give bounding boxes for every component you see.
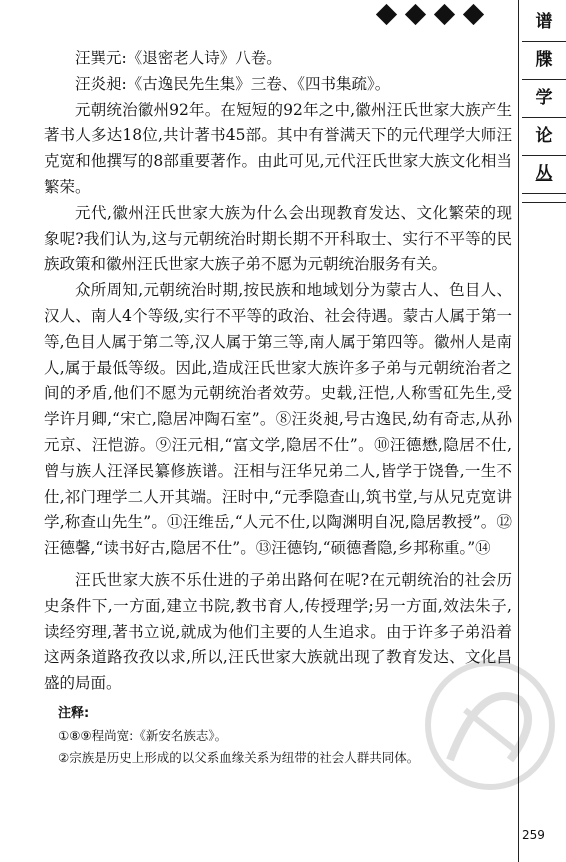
page-number: 259: [522, 828, 545, 842]
series-divider: [522, 194, 566, 203]
series-char: 学: [522, 80, 566, 118]
notes-heading: 注释:: [58, 705, 90, 721]
footnote: ②宗族是历史上形成的以父系血缘关系为纽带的社会人群共同体。: [58, 749, 420, 765]
series-char: 论: [522, 118, 566, 156]
series-title: [522, 0, 566, 203]
diamond-icon: [376, 4, 397, 25]
diamond-icon: [463, 4, 484, 25]
footnote: ①⑧⑨程尚宽:《新安名族志》。: [58, 727, 228, 743]
diamond-icon: [434, 4, 455, 25]
series-char: 牒: [522, 42, 566, 80]
body-paragraph: 元朝统治徽州92年。在短短的92年之中,徽州汪氏世家大族产生著书人多达18位,共计著书45部。其中有誉满天下的元代理学大师汪克宽和他撰写的8部重要著作。由此可见,元代汪氏世家大族文化相当繁荣。: [44, 100, 512, 196]
series-char: 谱: [522, 0, 566, 42]
bibliography-item: 汪巽元:《退密老人诗》八卷。: [75, 49, 282, 67]
body-paragraph: 汪氏世家大族不乐仕进的子弟出路何在呢?在元朝统治的社会历史条件下,一方面,建立书院,教书育人,传授理学;另一方面,效法朱子,读经穷理,著书立说,就成为他们主要的人生追求。由于许多子弟沿着这两条道路孜孜以求,所以,汪氏世家大族就出现了教育发达、文化昌盛的局面。: [44, 570, 512, 693]
body-paragraph: 众所周知,元朝统治时期,按民族和地域划分为蒙古人、色目人、汉人、南人4个等级,实行不平等的政治、社会待遇。蒙古人属于第一等,色目人属于第二等,汉人属于第三等,南人属于第四等。徽州人是南人,属于最低等级。因此,造成汪氏世家大族许多子弟与元朝统治者之间的矛盾,他们不愿为元朝统治者效劳。史载,汪恺,人称雪矼先生,受学许月卿,“宋亡,隐居冲陶石室”。⑧汪炎昶,号古逸民,幼有奇志,从孙元京、汪恺游。⑨汪元相,“富文学,隐居不仕”。⑩汪德懋,隐居不仕,曾与族人汪泽民纂修族谱。汪相与汪华兄弟二人,皆学于饶鲁,一生不仕,祁门理学二人开其端。汪时中,“元季隐查山,筑书堂,与从兄克宽讲学,称查山先生”。⑪汪维岳,“人元不仕,以陶渊明自况,隐居教授”。⑫汪德馨,“读书好古,隐居不仕”。⑬汪德钧,“硕德耆隐,乡邦称重。”⑭: [44, 281, 512, 558]
margin-rule: [518, 0, 519, 862]
body-paragraph: 元代,徽州汪氏世家大族为什么会出现教育发达、文化繁荣的现象呢?我们认为,这与元朝统治时期长期不开科取士、实行不平等的民族政策和徽州汪氏世家大族子弟不愿为元朝统治服务有关。: [44, 203, 512, 274]
series-char-text: 丛: [535, 164, 553, 184]
series-char: [522, 156, 566, 194]
diamond-icon: [405, 4, 426, 25]
page-body: [44, 46, 512, 769]
header-ornament: [376, 4, 484, 25]
bibliography-item: 汪炎昶:《古逸民先生集》三卷、《四书集疏》。: [75, 74, 391, 93]
